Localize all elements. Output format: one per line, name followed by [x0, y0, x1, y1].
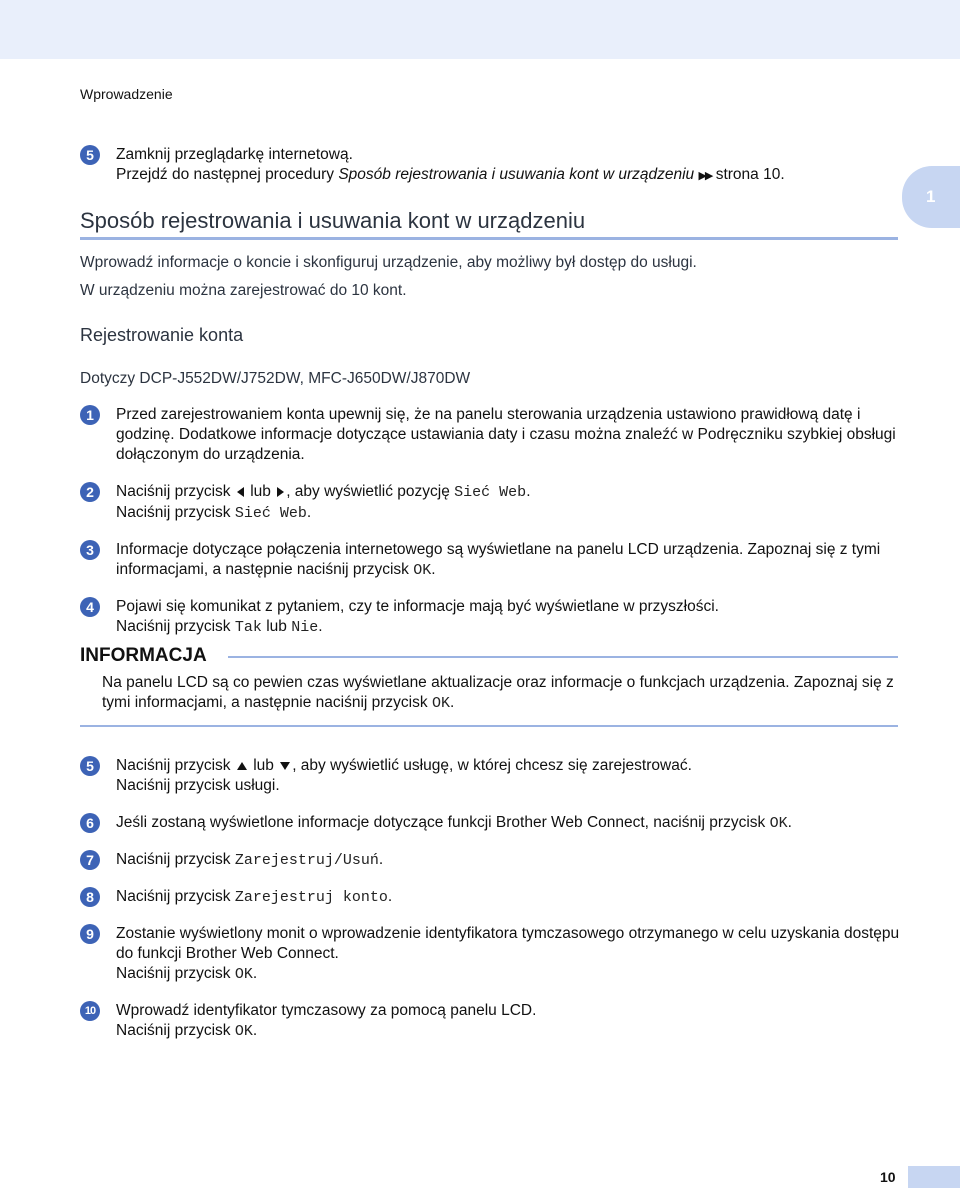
step-number-badge: 5	[80, 756, 100, 776]
step-number-badge: 9	[80, 924, 100, 944]
crossref-title[interactable]: Sposób rejestrowania i usuwania kont w urządzeniu	[338, 166, 695, 183]
step-4: 4 Pojawi się komunikat z pytaniem, czy te informacje mają być wyświetlane w przyszłości. Naciśnij przycisk Tak lub Nie.	[80, 597, 910, 638]
ok-key: OK	[413, 562, 432, 579]
right-arrow-icon	[277, 487, 284, 497]
step-text: Zamknij przeglądarkę internetową.	[116, 146, 353, 163]
note-rule	[228, 656, 898, 658]
applies-to: Dotyczy DCP-J552DW/J752DW, MFC-J650DW/J870DW	[80, 370, 471, 387]
section-title-rule	[80, 237, 898, 240]
section-paragraph-1: Wprowadź informacje o koncie i skonfiguruj urządzenie, aby możliwy był dostęp do usługi.	[80, 254, 697, 271]
step-text: Przed zarejestrowaniem konta upewnij się, że na panelu sterowania urządzenia ustawiono prawidłową datę i godzinę. Dodatkowe informacje dotyczące ustawiania daty i czasu można znaleźć w Podręczniku szybkiej obsługi dołączonym do urządzenia.	[116, 406, 896, 463]
step-8: 8 Naciśnij przycisk Zarejestruj konto.	[80, 887, 910, 908]
down-arrow-icon	[280, 762, 290, 770]
step-3: 3 Informacje dotyczące połączenia internetowego są wyświetlane na panelu LCD urządzenia. Zapoznaj się z tymi informacjami, a następnie naciśnij przycisk OK.	[80, 540, 910, 581]
page-number: 10	[880, 1169, 896, 1185]
note-rule	[80, 725, 898, 727]
step-10: 10 Wprowadź identyfikator tymczasowy za pomocą panelu LCD. Naciśnij przycisk OK.	[80, 1001, 910, 1042]
step-number-badge: 3	[80, 540, 100, 560]
step-number-badge: 8	[80, 887, 100, 907]
ok-key: OK	[431, 695, 450, 712]
section-paragraph-2: W urządzeniu można zarejestrować do 10 kont.	[80, 282, 407, 299]
up-arrow-icon	[237, 762, 247, 770]
step-number-badge: 6	[80, 813, 100, 833]
tak-key: Tak	[234, 619, 262, 636]
running-head: Wprowadzenie	[80, 86, 173, 102]
menu-item-siec-web: Sieć Web	[454, 484, 527, 501]
ok-key: OK	[234, 1023, 253, 1040]
step-number-badge: 10	[80, 1001, 100, 1021]
step-1	[80, 405, 910, 465]
note-text: Na panelu LCD są co pewien czas wyświetlane aktualizacje oraz informacje o funkcjach urządzenia. Zapoznaj się z tymi informacjami, a następnie naciśnij przycisk OK.	[102, 674, 894, 712]
ok-key: OK	[769, 815, 788, 832]
step-number-badge: 7	[80, 850, 100, 870]
step-number-badge: 1	[80, 405, 100, 425]
section-title: Sposób rejestrowania i usuwania kont w urządzeniu	[80, 208, 586, 233]
step-6: 6 Jeśli zostaną wyświetlone informacje dotyczące funkcji Brother Web Connect, naciśnij przycisk OK.	[80, 813, 910, 834]
step-5: 5 Naciśnij przycisk lub , aby wyświetlić usługę, w której chcesz się zarejestrować. Naciśnij przycisk usługi.	[80, 756, 910, 796]
step-number-badge: 4	[80, 597, 100, 617]
header-band	[0, 0, 960, 59]
menu-item-zarejestruj-konto: Zarejestruj konto	[234, 889, 388, 906]
ok-key: OK	[234, 966, 253, 983]
subsection-title: Rejestrowanie konta	[80, 325, 244, 345]
step-number-badge: 5	[80, 145, 100, 165]
step-number-badge: 2	[80, 482, 100, 502]
step-2: 2 Naciśnij przycisk lub , aby wyświetlić pozycję Sieć Web. Naciśnij przycisk Sieć Web.	[80, 482, 910, 524]
step-9: 9 Zostanie wyświetlony monit o wprowadzenie identyfikatora tymczasowego otrzymanego w celu uzyskania dostępu do funkcji Brother Web Connect. Naciśnij przycisk OK.	[80, 924, 910, 985]
nie-key: Nie	[291, 619, 319, 636]
page-number-box	[908, 1166, 960, 1188]
step-7: 7 Naciśnij przycisk Zarejestruj/Usuń.	[80, 850, 910, 871]
menu-item-zarejestruj-usun: Zarejestruj/Usuń	[234, 852, 379, 869]
note-title: INFORMACJA	[80, 645, 207, 666]
double-arrow-icon: ▶▶	[698, 170, 712, 182]
intro-step-5	[80, 145, 910, 186]
left-arrow-icon	[237, 487, 244, 497]
chapter-tab: 1	[902, 166, 960, 228]
menu-item-siec-web: Sieć Web	[234, 505, 307, 522]
step-text-crossref: Przejdź do następnej procedury Sposób rejestrowania i usuwania kont w urządzeniu ▶▶ strona 10.	[116, 166, 785, 183]
